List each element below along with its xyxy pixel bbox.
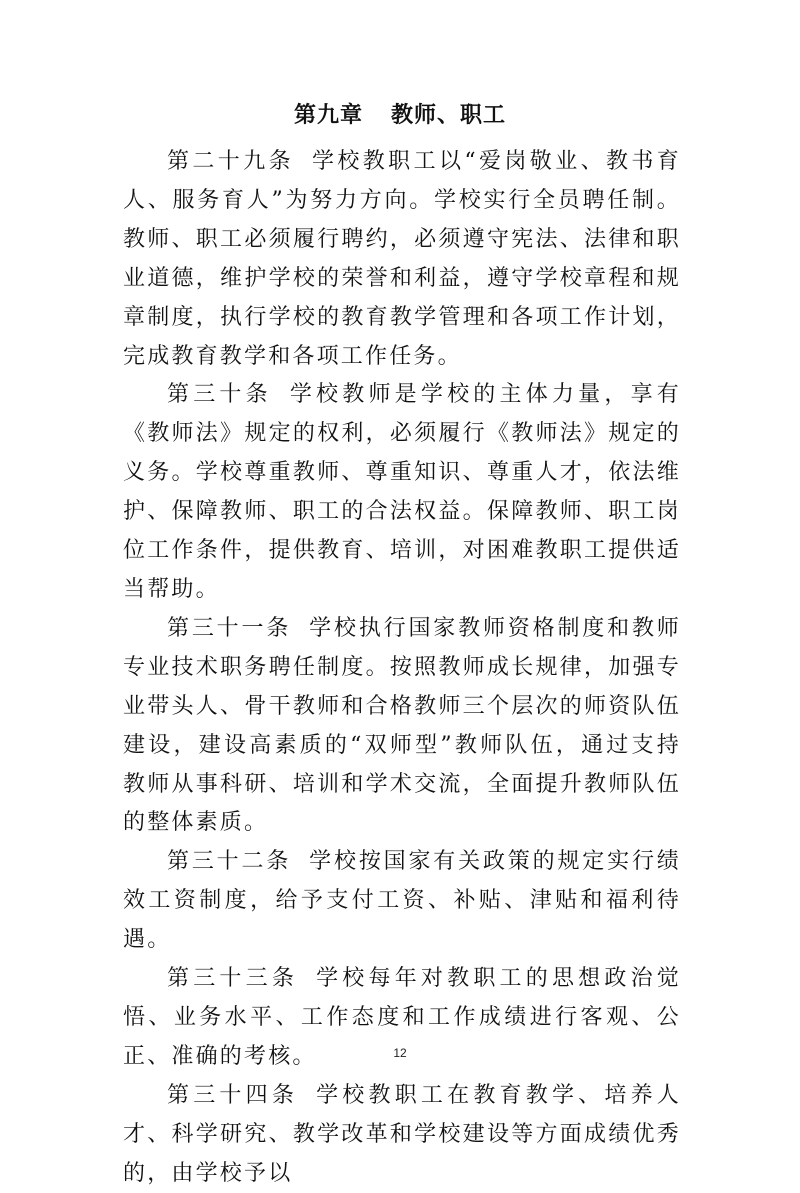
chapter-heading <box>0 101 800 131</box>
chapter-body <box>123 143 681 1193</box>
article-34 <box>123 1077 681 1193</box>
article-number: 第二十九条 <box>167 149 294 174</box>
chapter-number: 第九章 <box>293 103 363 128</box>
article-text: 学校教师是学校的主体力量，享有《教师法》规定的权利，必须履行《教师法》规定的义务。学校尊重教师、尊重知识、尊重人才，依法维护、保障教师、职工的合法权益。保障教师、职工岗位工作条件，提供教育、培训，对困难教职工提供适当帮助。 <box>123 382 681 602</box>
article-text: 学校按国家有关政策的规定实行绩效工资制度，给予支付工资、补贴、津贴和福利待遇。 <box>123 849 681 953</box>
chapter-title: 教师、职工 <box>391 103 507 128</box>
article-number: 第三十二条 <box>167 849 292 875</box>
article-31 <box>123 610 681 843</box>
page-number: 12 <box>393 1046 407 1060</box>
article-number: 第三十条 <box>167 382 272 408</box>
article-30 <box>123 376 681 609</box>
article-text: 学校每年对教职工的思想政治觉悟、业务水平、工作态度和工作成绩进行客观、公正、准确的考核。 <box>123 966 681 1069</box>
article-number: 第三十四条 <box>167 1082 299 1108</box>
article-text: 学校教职工在教育教学、培养人才、科学研究、教学改革和学校建设等方面成绩优秀的，由学校予以 <box>123 1082 681 1186</box>
article-number: 第三十三条 <box>167 966 299 992</box>
article-32 <box>123 843 681 960</box>
article-29 <box>123 143 681 376</box>
article-text: 学校教职工以“爱岗敬业、教书育人、服务育人”为努力方向。学校实行全员聘任制。教师、职工必须履行聘约，必须遵守宪法、法律和职业道德，维护学校的荣誉和利益，遵守学校章程和规章制度，执行学校的教育教学管理和各项工作计划，完成教育教学和各项工作任务。 <box>123 149 681 369</box>
article-number: 第三十一条 <box>167 615 292 641</box>
article-text: 学校执行国家教师资格制度和教师专业技术职务聘任制度。按照教师成长规律，加强专业带头人、骨干教师和合格教师三个层次的师资队伍建设，建设高素质的“双师型”教师队伍，通过支持教师从事科研、培训和学术交流，全面提升教师队伍的整体素质。 <box>123 615 681 836</box>
